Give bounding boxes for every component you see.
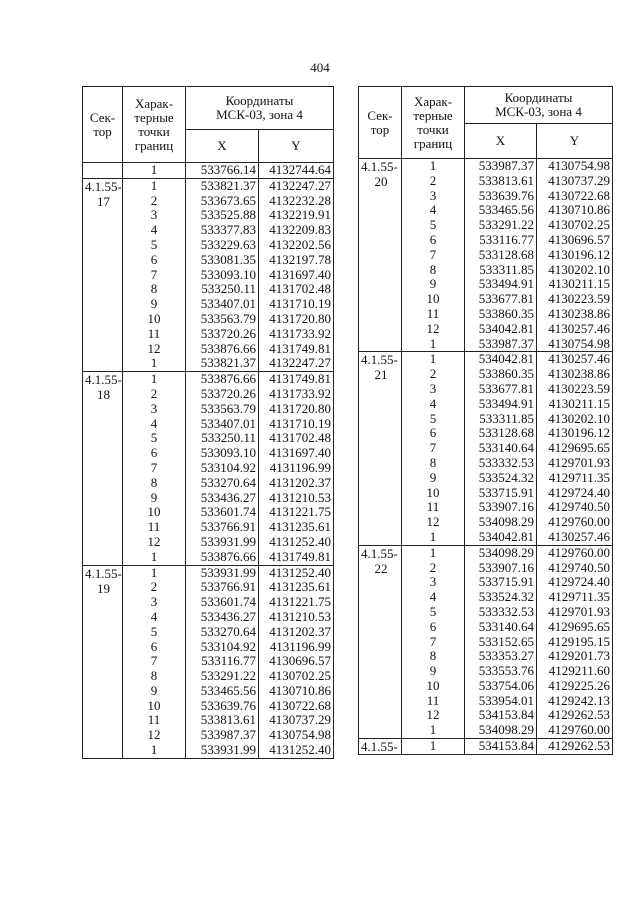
x-coordinate: 533931.99 [186, 535, 259, 550]
point-number: 6 [123, 446, 186, 461]
y-coordinate: 4130211.15 [537, 277, 613, 292]
x-coordinate: 533987.37 [186, 728, 259, 743]
y-coordinate: 4131202.37 [259, 625, 334, 640]
sector-label: 4.1.55- [85, 565, 122, 581]
point-number: 4 [402, 397, 465, 412]
x-coordinate: 533152.65 [465, 635, 537, 650]
y-coordinate: 4131697.40 [259, 446, 334, 461]
y-coordinate: 4131221.75 [259, 505, 334, 520]
x-coordinate: 533677.81 [465, 292, 537, 307]
y-coordinate: 4130211.15 [537, 397, 613, 412]
y-coordinate: 4129262.53 [537, 708, 613, 723]
point-number: 4 [123, 223, 186, 238]
y-coordinate: 4131710.19 [259, 297, 334, 312]
point-number: 9 [402, 664, 465, 679]
point-number: 5 [123, 238, 186, 253]
x-coordinate: 534042.81 [465, 322, 537, 337]
point-number: 10 [402, 486, 465, 501]
y-coordinate: 4129724.40 [537, 575, 613, 590]
y-coordinate: 4131749.81 [259, 550, 334, 565]
y-coordinate: 4129201.73 [537, 649, 613, 664]
table-row [359, 545, 613, 560]
point-number: 9 [123, 684, 186, 699]
x-coordinate: 533860.35 [465, 367, 537, 382]
point-number: 9 [402, 471, 465, 486]
y-coordinate: 4131720.80 [259, 402, 334, 417]
sector-label: 18 [97, 387, 110, 403]
y-header: Y [259, 130, 334, 163]
y-coordinate: 4130722.68 [537, 189, 613, 204]
point-number: 1 [123, 163, 186, 179]
sector-cell [359, 352, 402, 545]
point-number: 12 [123, 728, 186, 743]
y-coordinate: 4130257.46 [537, 352, 613, 367]
x-coordinate: 533876.66 [186, 342, 259, 357]
point-number: 9 [123, 491, 186, 506]
sector-label: 4.1.55- [361, 352, 398, 368]
x-coordinate: 533250.11 [186, 282, 259, 297]
y-coordinate: 4130202.10 [537, 263, 613, 278]
y-coordinate: 4132232.28 [259, 194, 334, 209]
point-number: 1 [402, 352, 465, 367]
point-number: 8 [402, 263, 465, 278]
point-number: 10 [402, 679, 465, 694]
y-coordinate: 4129760.00 [537, 515, 613, 530]
sector-cell [359, 739, 402, 755]
point-number: 7 [402, 441, 465, 456]
sector-cell [359, 545, 402, 738]
x-coordinate: 534153.84 [465, 708, 537, 723]
y-coordinate: 4129711.35 [537, 471, 613, 486]
x-coordinate: 533104.92 [186, 640, 259, 655]
x-coordinate: 533931.99 [186, 743, 259, 758]
y-coordinate: 4130737.29 [259, 713, 334, 728]
x-coordinate: 533677.81 [465, 382, 537, 397]
point-number: 9 [402, 277, 465, 292]
point-number: 12 [402, 515, 465, 530]
points-header: Харак- терные точки границ [402, 87, 465, 159]
y-coordinate: 4129701.93 [537, 605, 613, 620]
x-coordinate: 533813.61 [465, 174, 537, 189]
x-coordinate: 533081.35 [186, 253, 259, 268]
x-coordinate: 533311.85 [465, 412, 537, 427]
y-coordinate: 4131252.40 [259, 535, 334, 550]
sector-label: 4.1.55- [85, 178, 122, 194]
point-number: 3 [402, 575, 465, 590]
x-coordinate: 533140.64 [465, 441, 537, 456]
x-coordinate: 533601.74 [186, 595, 259, 610]
y-coordinate: 4131202.37 [259, 476, 334, 491]
x-coordinate: 533563.79 [186, 402, 259, 417]
point-number: 4 [123, 610, 186, 625]
point-number: 6 [402, 426, 465, 441]
point-number: 8 [402, 456, 465, 471]
point-number: 12 [123, 535, 186, 550]
y-coordinate: 4132202.56 [259, 238, 334, 253]
y-coordinate: 4129195.15 [537, 635, 613, 650]
y-coordinate: 4131733.92 [259, 327, 334, 342]
y-coordinate: 4131252.40 [259, 565, 334, 580]
point-number: 1 [123, 565, 186, 580]
y-coordinate: 4129760.00 [537, 723, 613, 738]
point-number: 9 [123, 297, 186, 312]
x-coordinate: 533907.16 [465, 561, 537, 576]
sector-header: Сек- тор [359, 87, 402, 159]
point-number: 5 [123, 431, 186, 446]
x-coordinate: 533813.61 [186, 713, 259, 728]
y-coordinate: 4132197.78 [259, 253, 334, 268]
point-number: 7 [402, 248, 465, 263]
point-number: 7 [123, 654, 186, 669]
x-coordinate: 533821.37 [186, 356, 259, 371]
y-coordinate: 4131235.61 [259, 580, 334, 595]
y-coordinate: 4130257.46 [537, 322, 613, 337]
x-coordinate: 533104.92 [186, 461, 259, 476]
y-coordinate: 4129695.65 [537, 441, 613, 456]
point-number: 8 [123, 476, 186, 491]
sector-label: 21 [374, 367, 388, 383]
point-number: 6 [402, 620, 465, 635]
y-coordinate: 4132247.27 [259, 178, 334, 193]
y-header: Y [537, 124, 613, 159]
point-number: 11 [123, 713, 186, 728]
y-coordinate: 4131210.53 [259, 610, 334, 625]
x-coordinate: 533524.32 [465, 590, 537, 605]
x-coordinate: 533766.91 [186, 580, 259, 595]
x-coordinate: 533639.76 [465, 189, 537, 204]
x-coordinate: 533766.91 [186, 520, 259, 535]
table-row [83, 372, 334, 387]
sector-label: 4.1.55- [361, 739, 398, 755]
x-coordinate: 533720.26 [186, 387, 259, 402]
y-coordinate: 4132744.64 [259, 163, 334, 179]
point-number: 4 [402, 590, 465, 605]
point-number: 6 [123, 640, 186, 655]
point-number: 2 [402, 561, 465, 576]
x-coordinate: 534042.81 [465, 530, 537, 545]
point-number: 1 [402, 159, 465, 174]
point-number: 1 [402, 739, 465, 755]
y-coordinate: 4130754.98 [537, 337, 613, 352]
x-coordinate: 533553.76 [465, 664, 537, 679]
x-coordinate: 534098.29 [465, 515, 537, 530]
y-coordinate: 4131733.92 [259, 387, 334, 402]
y-coordinate: 4131697.40 [259, 268, 334, 283]
y-coordinate: 4130238.86 [537, 367, 613, 382]
point-number: 5 [402, 218, 465, 233]
table-row [359, 159, 613, 174]
point-number: 6 [123, 253, 186, 268]
y-coordinate: 4130702.25 [259, 669, 334, 684]
sector-label: 20 [374, 174, 388, 189]
point-number: 3 [123, 402, 186, 417]
y-coordinate: 4132247.27 [259, 356, 334, 371]
y-coordinate: 4131749.81 [259, 372, 334, 387]
y-coordinate: 4130710.86 [537, 203, 613, 218]
point-number: 11 [123, 327, 186, 342]
x-coordinate: 533494.91 [465, 397, 537, 412]
y-coordinate: 4129225.26 [537, 679, 613, 694]
x-coordinate: 533128.68 [465, 426, 537, 441]
point-number: 12 [402, 708, 465, 723]
x-coordinate: 533931.99 [186, 565, 259, 580]
x-header: X [465, 124, 537, 159]
point-number: 3 [402, 189, 465, 204]
point-number: 10 [123, 505, 186, 520]
x-coordinate: 533377.83 [186, 223, 259, 238]
y-coordinate: 4131235.61 [259, 520, 334, 535]
point-number: 10 [402, 292, 465, 307]
point-number: 12 [123, 342, 186, 357]
y-coordinate: 4130223.59 [537, 382, 613, 397]
y-coordinate: 4130754.98 [259, 728, 334, 743]
x-coordinate: 533954.01 [465, 694, 537, 709]
sector-label: 4.1.55- [361, 159, 398, 174]
y-coordinate: 4131196.99 [259, 461, 334, 476]
y-coordinate: 4130737.29 [537, 174, 613, 189]
coordinates-header: Координаты МСК-03, зона 4 [186, 87, 334, 130]
y-coordinate: 4130223.59 [537, 292, 613, 307]
y-coordinate: 4130257.46 [537, 530, 613, 545]
point-number: 1 [402, 337, 465, 352]
y-coordinate: 4130754.98 [537, 159, 613, 174]
x-coordinate: 533116.77 [186, 654, 259, 669]
x-coordinate: 533494.91 [465, 277, 537, 292]
x-coordinate: 533140.64 [465, 620, 537, 635]
point-number: 8 [123, 669, 186, 684]
sector-cell [83, 372, 123, 565]
x-coordinate: 533715.91 [465, 486, 537, 501]
x-coordinate: 533250.11 [186, 431, 259, 446]
x-coordinate: 534098.29 [465, 545, 537, 560]
point-number: 2 [123, 580, 186, 595]
y-coordinate: 4129262.53 [537, 739, 613, 755]
coordinates-table-right [358, 86, 613, 755]
x-coordinate: 533093.10 [186, 446, 259, 461]
sector-label: 17 [97, 193, 110, 209]
point-number: 1 [123, 550, 186, 565]
point-number: 11 [123, 520, 186, 535]
page-number: 404 [310, 60, 330, 75]
point-number: 8 [402, 649, 465, 664]
point-number: 1 [123, 178, 186, 193]
sector-label: 4.1.55- [85, 372, 122, 388]
sector-label: 19 [97, 580, 110, 596]
y-coordinate: 4132219.91 [259, 208, 334, 223]
x-coordinate: 533311.85 [465, 263, 537, 278]
x-coordinate: 533876.66 [186, 550, 259, 565]
point-number: 12 [402, 322, 465, 337]
y-coordinate: 4131252.40 [259, 743, 334, 758]
point-number: 5 [123, 625, 186, 640]
x-coordinate: 533715.91 [465, 575, 537, 590]
x-coordinate: 533332.53 [465, 605, 537, 620]
y-coordinate: 4132209.83 [259, 223, 334, 238]
y-coordinate: 4129211.60 [537, 664, 613, 679]
point-number: 7 [123, 268, 186, 283]
x-coordinate: 533128.68 [465, 248, 537, 263]
point-number: 2 [402, 367, 465, 382]
y-coordinate: 4130702.25 [537, 218, 613, 233]
sector-cell [83, 178, 123, 371]
point-number: 1 [123, 372, 186, 387]
x-coordinate: 533116.77 [465, 233, 537, 248]
point-number: 3 [123, 208, 186, 223]
x-coordinate: 533436.27 [186, 610, 259, 625]
x-coordinate: 533860.35 [465, 307, 537, 322]
point-number: 5 [402, 605, 465, 620]
y-coordinate: 4131720.80 [259, 312, 334, 327]
point-number: 1 [123, 356, 186, 371]
table-row [83, 178, 334, 193]
y-coordinate: 4129760.00 [537, 545, 613, 560]
x-coordinate: 533436.27 [186, 491, 259, 506]
point-number: 10 [123, 312, 186, 327]
y-coordinate: 4130202.10 [537, 412, 613, 427]
point-number: 2 [123, 387, 186, 402]
x-coordinate: 533407.01 [186, 417, 259, 432]
x-coordinate: 534098.29 [465, 723, 537, 738]
y-coordinate: 4131710.19 [259, 417, 334, 432]
point-number: 6 [402, 233, 465, 248]
sector-cell [83, 163, 123, 179]
table-row [83, 163, 334, 179]
point-number: 11 [402, 694, 465, 709]
x-coordinate: 533291.22 [186, 669, 259, 684]
x-coordinate: 533639.76 [186, 699, 259, 714]
point-number: 1 [402, 530, 465, 545]
point-number: 7 [123, 461, 186, 476]
x-coordinate: 533270.64 [186, 476, 259, 491]
point-number: 1 [402, 545, 465, 560]
y-coordinate: 4129740.50 [537, 561, 613, 576]
x-coordinate: 533601.74 [186, 505, 259, 520]
table-row [359, 352, 613, 367]
x-coordinate: 533291.22 [465, 218, 537, 233]
point-number: 1 [402, 723, 465, 738]
y-coordinate: 4131702.48 [259, 431, 334, 446]
y-coordinate: 4129695.65 [537, 620, 613, 635]
coordinates-header: Координаты МСК-03, зона 4 [465, 87, 613, 124]
y-coordinate: 4131210.53 [259, 491, 334, 506]
x-coordinate: 533987.37 [465, 159, 537, 174]
y-coordinate: 4130710.86 [259, 684, 334, 699]
x-coordinate: 533907.16 [465, 500, 537, 515]
x-coordinate: 533563.79 [186, 312, 259, 327]
y-coordinate: 4130696.57 [537, 233, 613, 248]
x-coordinate: 533093.10 [186, 268, 259, 283]
point-number: 2 [123, 194, 186, 209]
point-number: 11 [402, 500, 465, 515]
point-number: 4 [123, 417, 186, 432]
x-coordinate: 533720.26 [186, 327, 259, 342]
x-coordinate: 533673.65 [186, 194, 259, 209]
x-header: X [186, 130, 259, 163]
x-coordinate: 533353.27 [465, 649, 537, 664]
y-coordinate: 4130196.12 [537, 248, 613, 263]
point-number: 8 [123, 282, 186, 297]
y-coordinate: 4129242.13 [537, 694, 613, 709]
y-coordinate: 4129740.50 [537, 500, 613, 515]
x-coordinate: 533270.64 [186, 625, 259, 640]
sector-cell [83, 565, 123, 758]
x-coordinate: 533465.56 [465, 203, 537, 218]
y-coordinate: 4131221.75 [259, 595, 334, 610]
y-coordinate: 4130696.57 [259, 654, 334, 669]
sector-cell [359, 159, 402, 352]
x-coordinate: 533987.37 [465, 337, 537, 352]
point-number: 3 [402, 382, 465, 397]
x-coordinate: 533754.06 [465, 679, 537, 694]
x-coordinate: 533525.88 [186, 208, 259, 223]
y-coordinate: 4131749.81 [259, 342, 334, 357]
y-coordinate: 4131196.99 [259, 640, 334, 655]
x-coordinate: 533407.01 [186, 297, 259, 312]
x-coordinate: 533766.14 [186, 163, 259, 179]
table-row [359, 739, 613, 755]
sector-header: Сек- тор [83, 87, 123, 163]
x-coordinate: 534153.84 [465, 739, 537, 755]
y-coordinate: 4129711.35 [537, 590, 613, 605]
y-coordinate: 4129701.93 [537, 456, 613, 471]
point-number: 1 [123, 743, 186, 758]
x-coordinate: 533465.56 [186, 684, 259, 699]
table-row [83, 565, 334, 580]
y-coordinate: 4130722.68 [259, 699, 334, 714]
point-number: 7 [402, 635, 465, 650]
points-header: Харак- терные точки границ [123, 87, 186, 163]
y-coordinate: 4131702.48 [259, 282, 334, 297]
point-number: 10 [123, 699, 186, 714]
y-coordinate: 4129724.40 [537, 486, 613, 501]
sector-label: 4.1.55- [361, 545, 398, 561]
x-coordinate: 533332.53 [465, 456, 537, 471]
x-coordinate: 533821.37 [186, 178, 259, 193]
x-coordinate: 533876.66 [186, 372, 259, 387]
point-number: 4 [402, 203, 465, 218]
point-number: 11 [402, 307, 465, 322]
x-coordinate: 533524.32 [465, 471, 537, 486]
y-coordinate: 4130196.12 [537, 426, 613, 441]
x-coordinate: 534042.81 [465, 352, 537, 367]
point-number: 5 [402, 412, 465, 427]
point-number: 3 [123, 595, 186, 610]
y-coordinate: 4130238.86 [537, 307, 613, 322]
point-number: 2 [402, 174, 465, 189]
coordinates-table-left [82, 86, 334, 759]
sector-label: 22 [374, 560, 388, 576]
x-coordinate: 533229.63 [186, 238, 259, 253]
